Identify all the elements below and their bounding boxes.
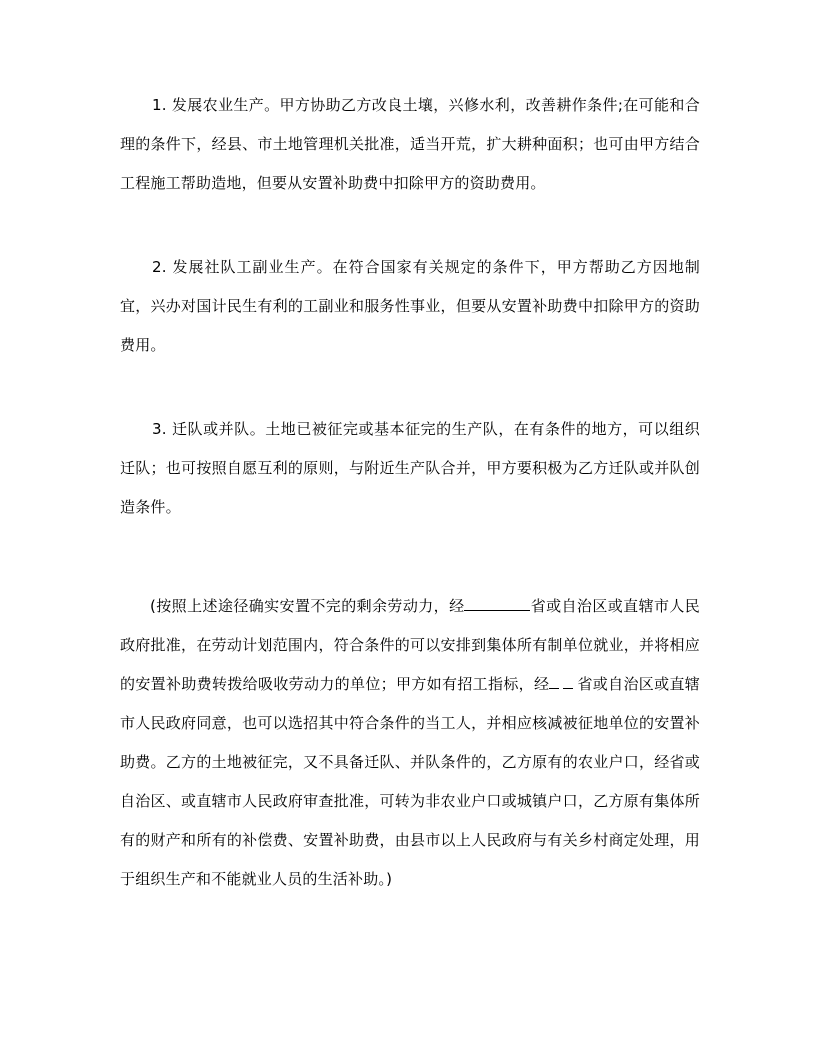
fill-in-blank-line[interactable] — [563, 674, 573, 689]
surplus-labor-text-1: (按照上述途径确实安置不完的剩余劳动力，经 — [150, 597, 465, 615]
paragraph-agricultural-production: 1. 发展农业生产。甲方协助乙方改良土壤，兴修水利，改善耕作条件;在可能和合理的条件下，经县、市土地管理机关批准，适当开荒，扩大耕种面积；也可由甲方结合工程施工帮助造地，但要从安置补助费中扣除甲方的资助费用。 — [120, 96, 700, 192]
paragraph-surplus-labor — [120, 587, 700, 899]
surplus-labor-text-3: 省或自治区或直辖市人民政府同意，也可以选招其中符合条件的当工人，并相应核减被征地单位的安置补助费。乙方的土地被征完，又不具备迁队、并队条件的，乙方原有的农业户口，经省或自治区、或直辖市人民政府审查批准，可转为非农业户口或城镇户口，乙方原有集体所有的财产和所有的补偿费、安置补助费，由县市以上人民政府与有关乡村商定处理，用于组织生产和不能就业人员的生活补助。) — [120, 675, 700, 888]
surplus-labor-text-2: 省或自治区或直辖市人民政府批准，在劳动计划范围内，符合条件的可以安排到集体所有制单位就业，并将相应的安置补助费转拨给吸收劳动力的单位；甲方如有招工指标，经 — [120, 597, 701, 693]
fill-in-blank-line[interactable] — [549, 674, 559, 689]
paragraph-team-relocation: 3. 迁队或并队。土地已被征完或基本征完的生产队，在有条件的地方，可以组织迁队；也可按照自愿互利的原则，与附近生产队合并，甲方要积极为乙方迁队或并队创造条件。 — [120, 420, 700, 516]
fill-in-blank-line[interactable] — [464, 596, 530, 611]
paragraph-sideline-production: 2. 发展社队工副业生产。在符合国家有关规定的条件下，甲方帮助乙方因地制宜，兴办对国计民生有利的工副业和服务性事业，但要从安置补助费中扣除甲方的资助费用。 — [120, 258, 700, 354]
